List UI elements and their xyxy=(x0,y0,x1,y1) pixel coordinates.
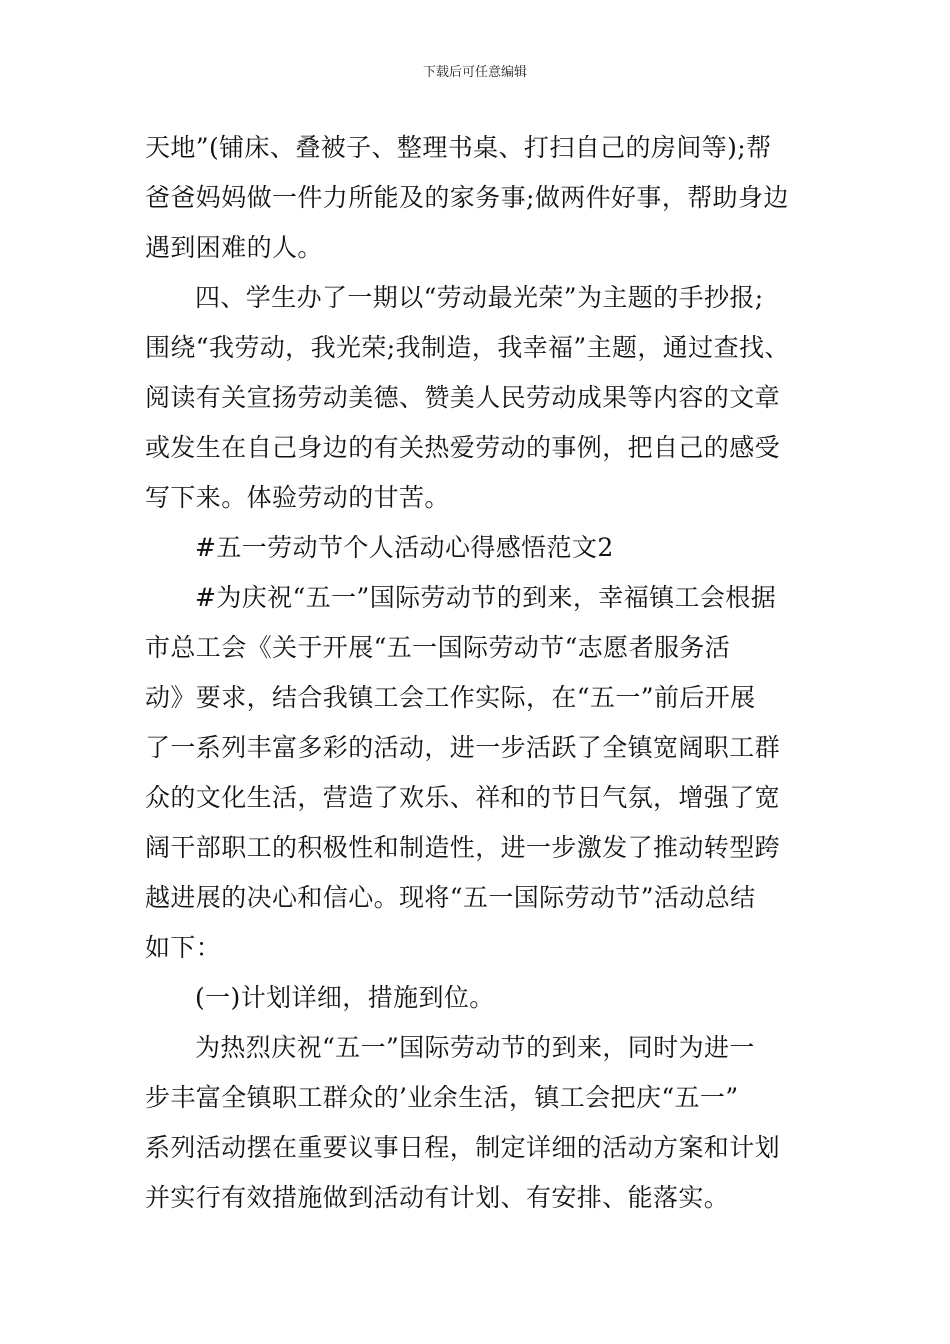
text-line: 为热烈庆祝“五一”国际劳动节的到来，同时为进一 xyxy=(195,1033,755,1062)
text-line: 写下来。体验劳动的甘苦。 xyxy=(145,483,450,512)
text-line: 步丰富全镇职工群众的’业余生活，镇工会把庆“五一” xyxy=(145,1083,739,1112)
subsection-heading: (一)计划详细，措施到位。 xyxy=(195,983,495,1012)
text-line: 越进展的决心和信心。现将“五一国际劳动节”活动总结 xyxy=(145,883,756,912)
text-line: 遇到困难的人。 xyxy=(145,233,323,262)
text-line: 如下： xyxy=(145,933,222,962)
text-line: 动》要求，结合我镇工会工作实际，在“五一”前后开展 xyxy=(145,683,756,712)
text-line: 阅读有关宣扬劳动美德、赞美人民劳动成果等内容的文章 xyxy=(145,383,781,412)
section-heading: #五一劳动节个人活动心得感悟范文2 xyxy=(195,533,614,562)
text-line: 或发生在自己身边的有关热爱劳动的事例，把自己的感受 xyxy=(145,433,781,462)
text-line: 了一系列丰富多彩的活动，进一步活跃了全镇宽阔职工群 xyxy=(145,733,781,762)
text-line: #为庆祝“五一”国际劳动节的到来，幸福镇工会根据 xyxy=(195,583,777,612)
text-line: 系列活动摆在重要议事日程，制定详细的活动方案和计划 xyxy=(145,1133,781,1162)
text-line: 众的文化生活，营造了欢乐、祥和的节日气氛，增强了宽 xyxy=(145,783,781,812)
text-line: 四、学生办了一期以“劳动最光荣”为主题的手抄报; xyxy=(195,283,764,312)
text-line: 天地”(铺床、叠被子、整理书桌、打扫自己的房间等);帮 xyxy=(145,133,772,162)
text-line: 阔干部职工的积极性和制造性，进一步激发了推动转型跨 xyxy=(145,833,781,862)
text-line: 爸爸妈妈做一件力所能及的家务事;做两件好事，帮助身边 xyxy=(145,183,789,212)
text-line: 市总工会《关于开展“五一国际劳动节“志愿者服务活 xyxy=(145,633,731,662)
page-header: 下载后可任意编辑 xyxy=(422,65,527,80)
text-line: 并实行有效措施做到活动有计划、有安排、能落实。 xyxy=(145,1183,730,1212)
text-line: 围绕“我劳动，我光荣;我制造，我幸福”主题，通过查找、 xyxy=(145,333,790,362)
